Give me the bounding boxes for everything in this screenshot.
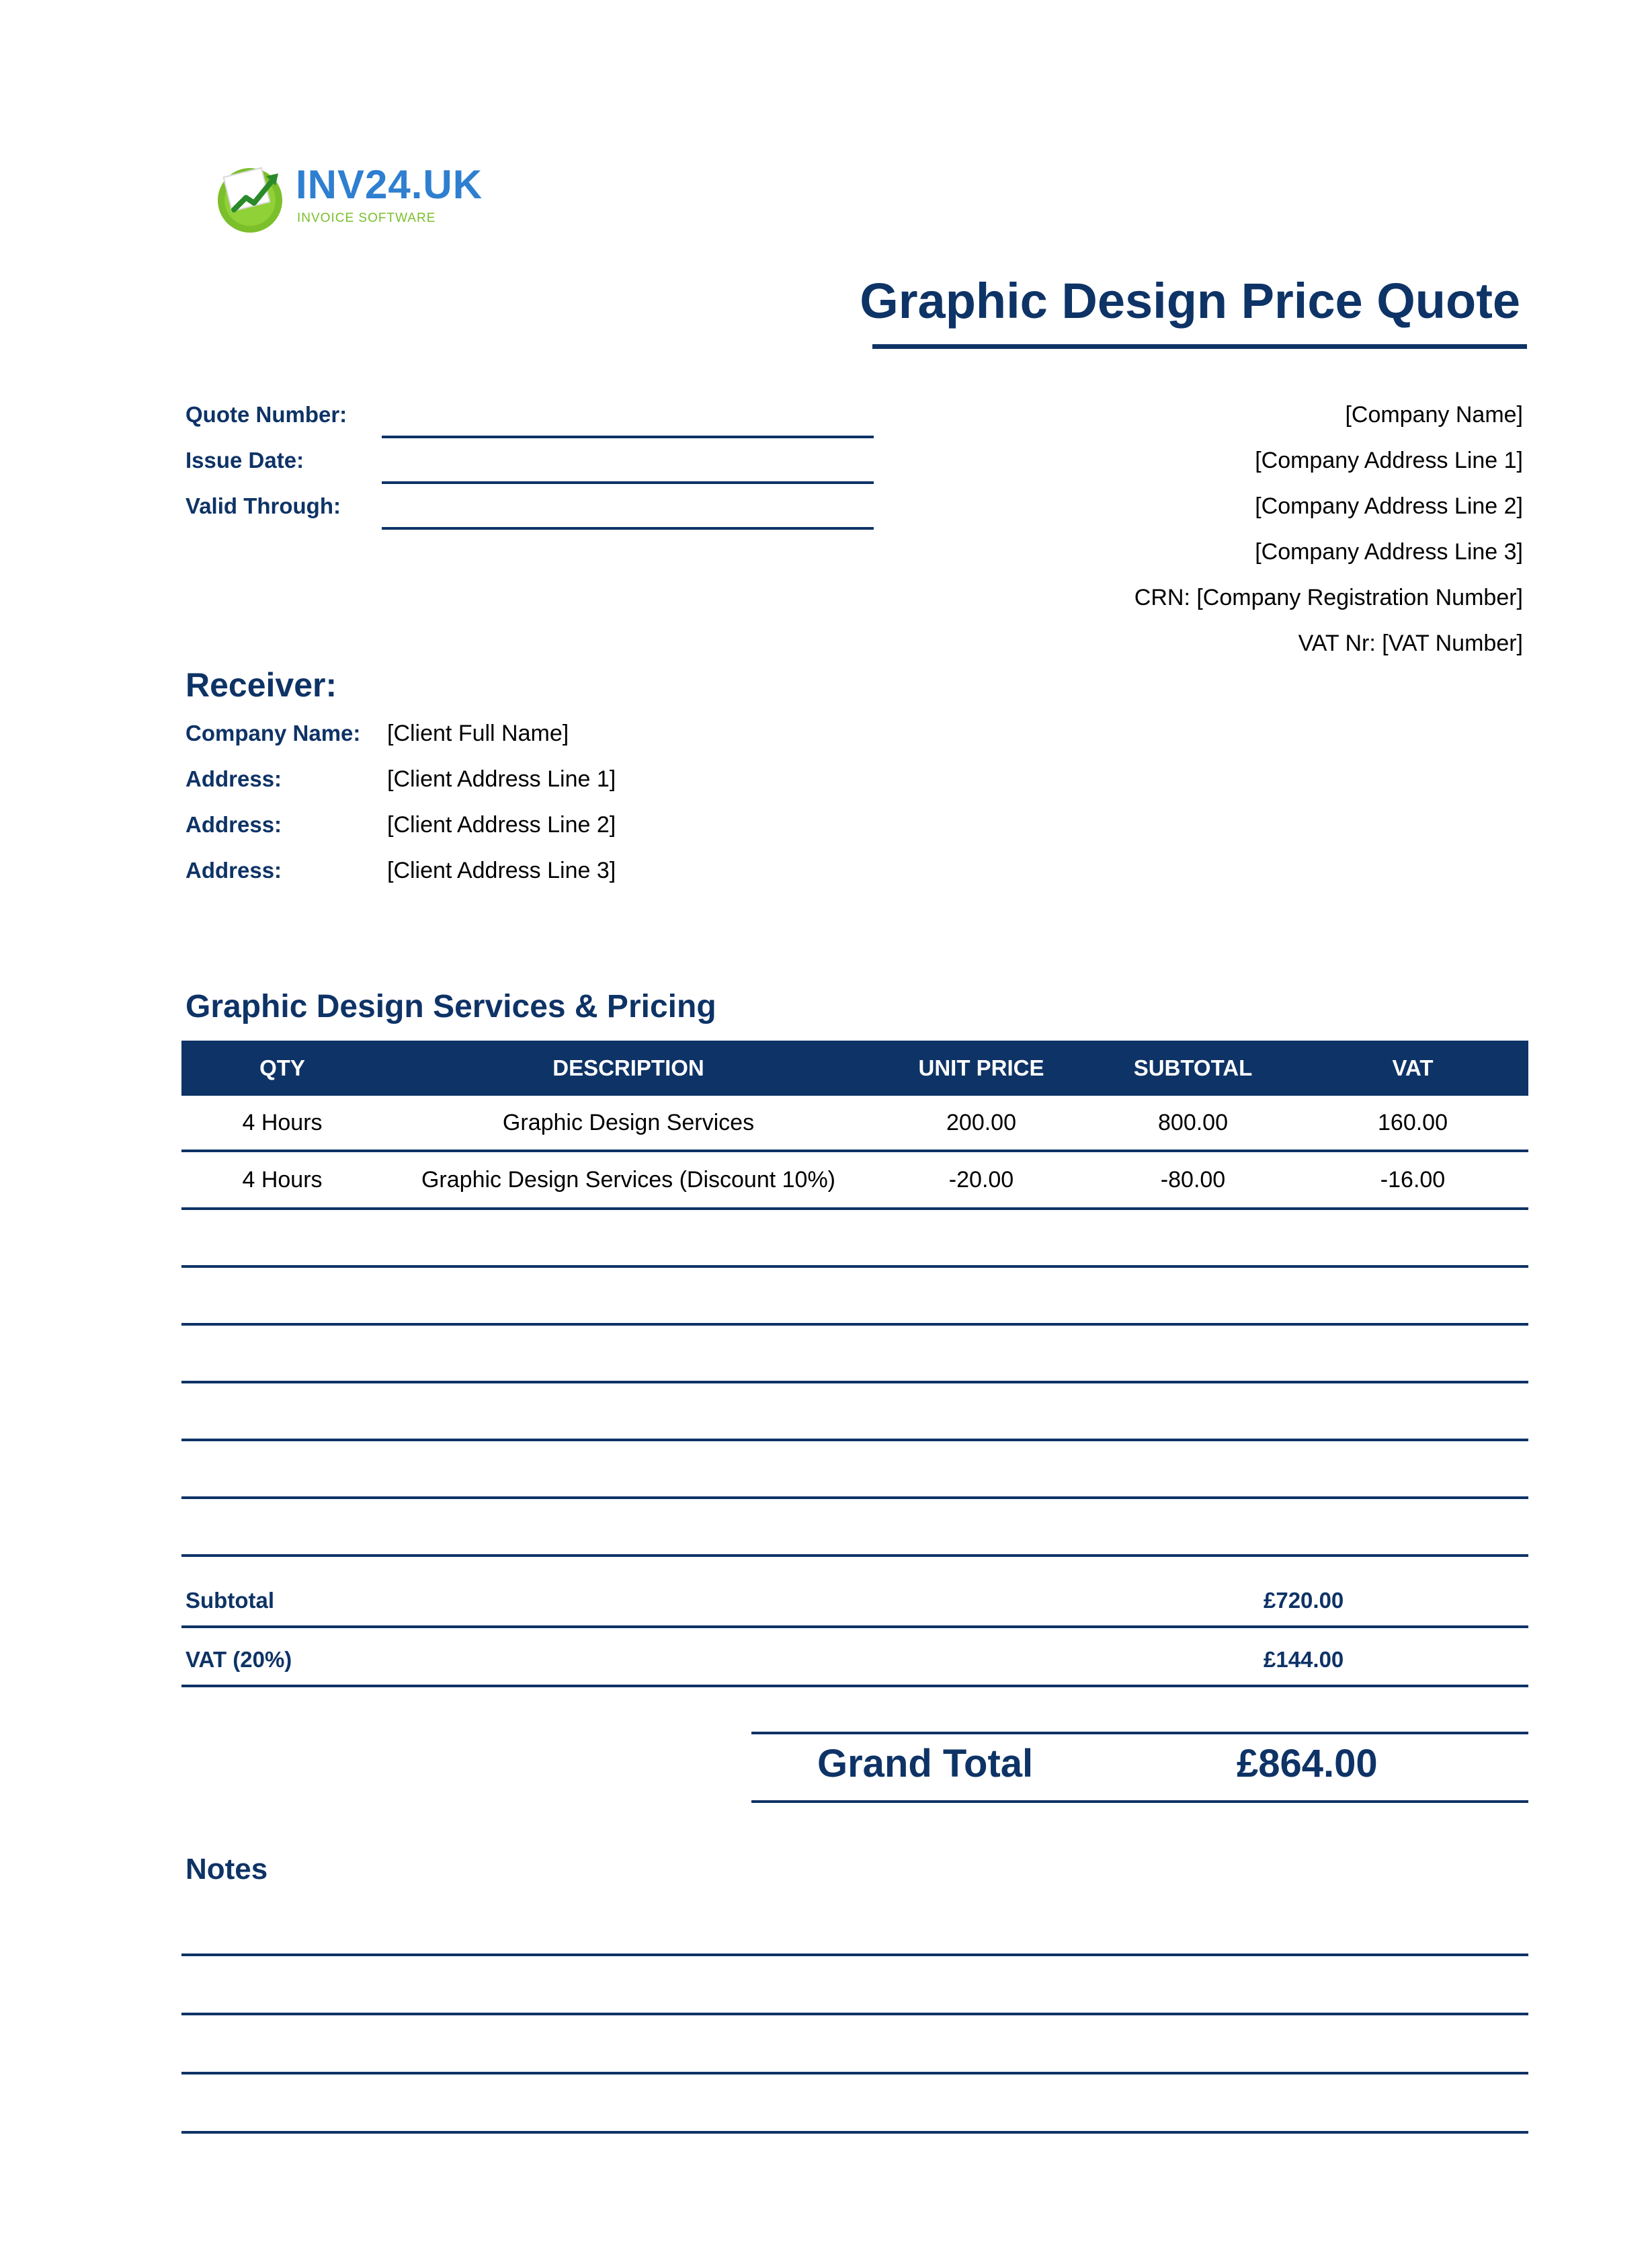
quote-number-field[interactable] xyxy=(382,436,874,438)
company-name: [Company Name] xyxy=(1345,402,1523,428)
valid-through-label: Valid Through: xyxy=(185,493,341,518)
cell-subtotal: -80.00 xyxy=(1160,1166,1226,1193)
company-vat-number: VAT Nr: [VAT Number] xyxy=(1298,631,1523,656)
cell-description: Graphic Design Services (Discount 10%) xyxy=(421,1166,836,1193)
table-row-empty xyxy=(181,1326,1528,1383)
grand-total-top-rule xyxy=(751,1732,1528,1734)
company-address-line-3: [Company Address Line 3] xyxy=(1255,539,1523,565)
logo-brand-text: INV24.UK xyxy=(296,162,483,207)
receiver-address-label: Address: xyxy=(185,766,282,791)
cell-vat: 160.00 xyxy=(1378,1109,1448,1135)
receiver-company-value: [Client Full Name] xyxy=(387,721,569,746)
column-header-vat: VAT xyxy=(1392,1055,1434,1080)
cell-subtotal: 800.00 xyxy=(1158,1109,1228,1135)
column-header-qty: QTY xyxy=(259,1055,305,1080)
cell-qty: 4 Hours xyxy=(242,1166,323,1193)
subtotal-label: Subtotal xyxy=(185,1588,274,1613)
issue-date-label: Issue Date: xyxy=(185,448,304,473)
cell-qty: 4 Hours xyxy=(242,1109,323,1135)
table-row-empty xyxy=(181,1210,1528,1268)
grand-total-bottom-rule xyxy=(751,1800,1528,1803)
receiver-address-line-2: [Client Address Line 2] xyxy=(387,812,616,838)
company-address-line-2: [Company Address Line 2] xyxy=(1255,493,1523,519)
vat-value: £144.00 xyxy=(1264,1647,1344,1672)
subtotal-divider xyxy=(181,1625,1528,1628)
cell-description: Graphic Design Services xyxy=(502,1109,755,1135)
cell-unit-price: -20.00 xyxy=(948,1166,1014,1193)
receiver-address-label: Address: xyxy=(185,812,282,837)
notes-line[interactable] xyxy=(181,2072,1528,2074)
logo-icon xyxy=(210,159,296,238)
receiver-address-line-3: [Client Address Line 3] xyxy=(387,858,616,883)
vat-label: VAT (20%) xyxy=(185,1647,292,1672)
issue-date-field[interactable] xyxy=(382,481,874,484)
receiver-heading: Receiver: xyxy=(185,666,337,704)
page-title: Graphic Design Price Quote xyxy=(860,273,1520,329)
notes-line[interactable] xyxy=(181,2013,1528,2015)
logo-tagline: INVOICE SOFTWARE xyxy=(297,211,436,225)
cell-vat: -16.00 xyxy=(1380,1166,1446,1193)
notes-line[interactable] xyxy=(181,1953,1528,1956)
table-header xyxy=(181,1041,1528,1096)
company-crn: CRN: [Company Registration Number] xyxy=(1134,585,1523,610)
subtotal-value: £720.00 xyxy=(1264,1588,1344,1613)
receiver-address-line-1: [Client Address Line 1] xyxy=(387,766,616,792)
brand-logo xyxy=(210,159,483,238)
table-row-empty xyxy=(181,1499,1528,1557)
column-header-unit-price: UNIT PRICE xyxy=(918,1055,1044,1080)
table-row-empty xyxy=(181,1441,1528,1499)
cell-unit-price: 200.00 xyxy=(946,1109,1016,1135)
table-row xyxy=(181,1096,1528,1152)
table-row-empty xyxy=(181,1268,1528,1326)
company-address-line-1: [Company Address Line 1] xyxy=(1255,448,1523,473)
grand-total-value: £864.00 xyxy=(1237,1742,1378,1785)
receiver-address-label: Address: xyxy=(185,858,282,883)
table-row-empty xyxy=(181,1383,1528,1441)
table-row xyxy=(181,1152,1528,1210)
column-header-description: DESCRIPTION xyxy=(552,1055,704,1080)
vat-divider xyxy=(181,1685,1528,1687)
items-table xyxy=(181,1041,1528,1557)
column-header-subtotal: SUBTOTAL xyxy=(1133,1055,1253,1080)
services-heading: Graphic Design Services & Pricing xyxy=(185,989,716,1024)
notes-line[interactable] xyxy=(181,2131,1528,2134)
quote-number-label: Quote Number: xyxy=(185,402,347,427)
notes-heading: Notes xyxy=(185,1853,268,1886)
receiver-company-label: Company Name: xyxy=(185,721,361,746)
grand-total-label: Grand Total xyxy=(817,1742,1034,1785)
title-underline xyxy=(872,344,1527,349)
valid-through-field[interactable] xyxy=(382,527,874,530)
